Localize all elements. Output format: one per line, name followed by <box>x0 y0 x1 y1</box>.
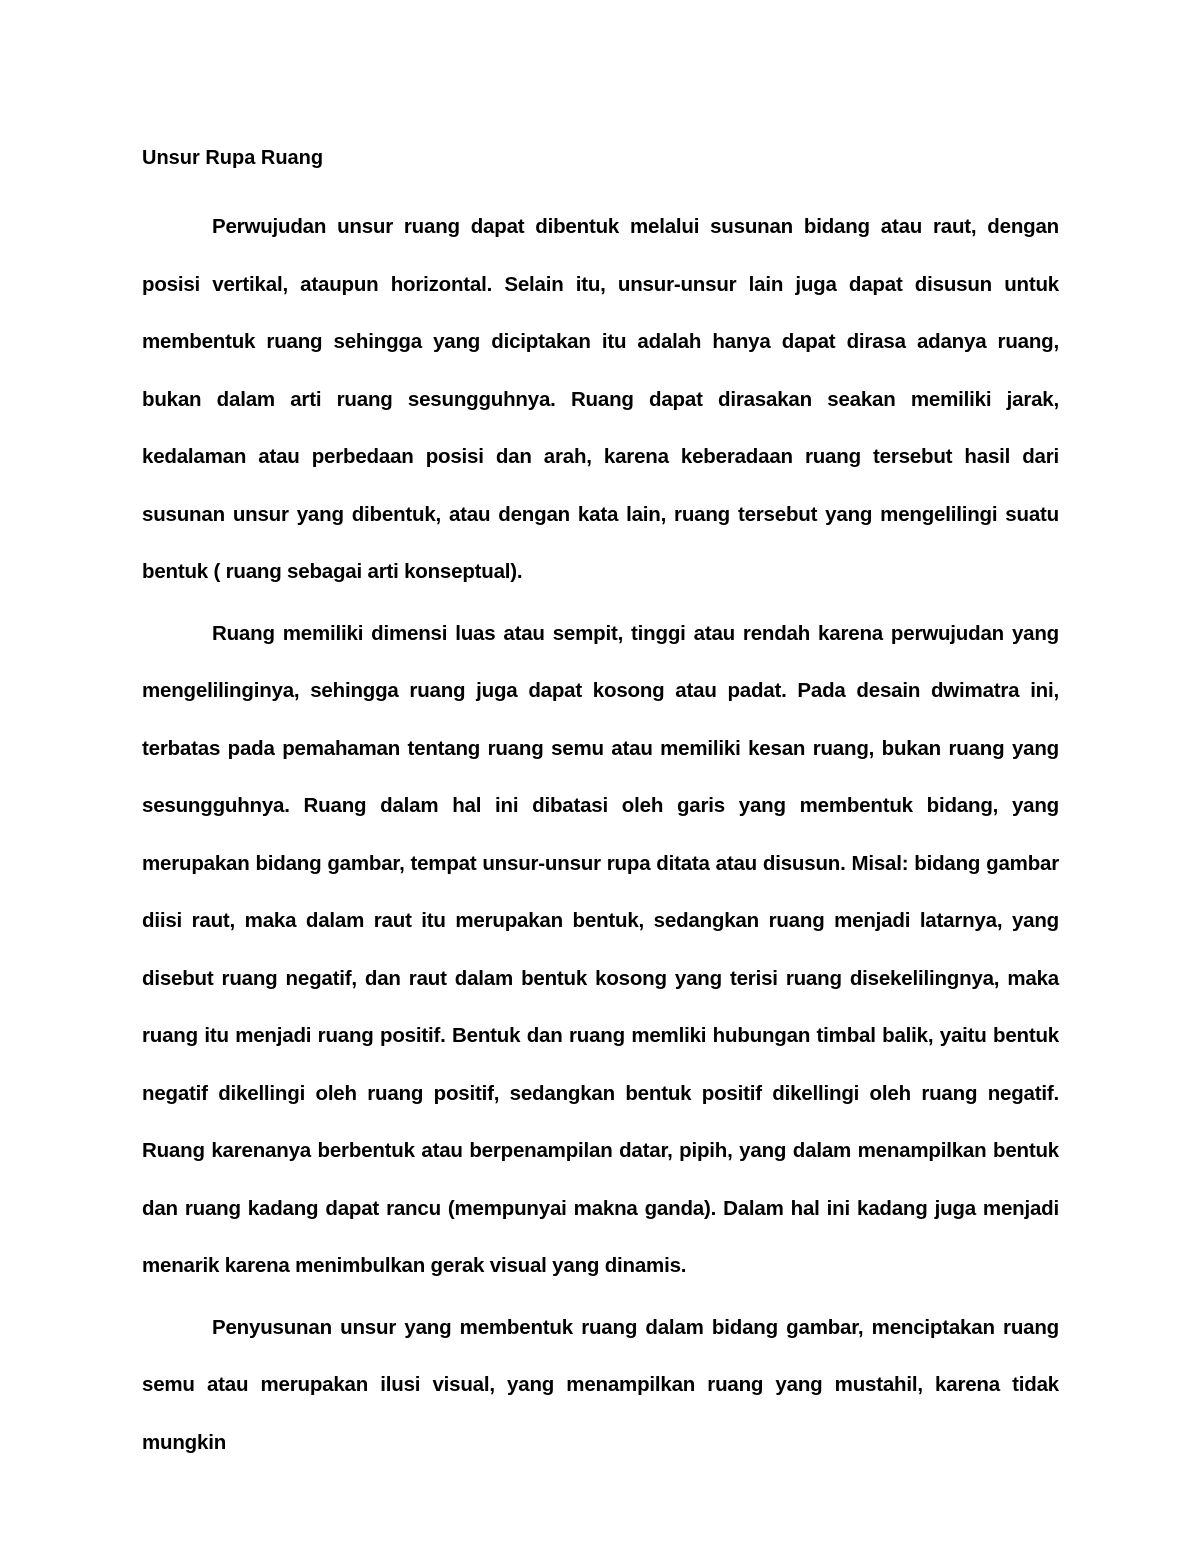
paragraph-3: Penyusunan unsur yang membentuk ruang dalam bidang gambar, menciptakan ruang semu atau merupakan ilusi visual, yang menampilkan ruang yang mustahil, karena tidak mungkin <box>142 1315 1059 1454</box>
document-title: Unsur Rupa Ruang <box>142 147 324 169</box>
document-body <box>142 140 1059 1475</box>
paragraph-2: Ruang memiliki dimensi luas atau sempit, tinggi atau rendah karena perwujudan yang mengelilinginya, sehingga ruang juga dapat kosong atau padat. Pada desain dwimatra ini, terbatas pada pemahaman tentang ruang semu atau memiliki kesan ruang, bukan ruang yang sesungguhnya. Ruang dalam hal ini dibatasi oleh garis yang membentuk bidang, yang merupakan bidang gambar, tempat unsur-unsur rupa ditata atau disusun. Misal: bidang gambar diisi raut, maka dalam raut itu merupakan bentuk, sedangkan ruang menjadi latarnya, yang disebut ruang negatif, dan raut dalam bentuk kosong yang terisi ruang disekelilingnya, maka ruang itu menjadi ruang positif. Bentuk dan ruang memliki hubungan timbal balik, yaitu bentuk negatif dikellingi oleh ruang positif, sedangkan bentuk positif dikellingi oleh ruang negatif. Ruang karenanya berbentuk atau berpenampilan datar, pipih, yang dalam menampilkan bentuk dan ruang kadang dapat rancu (mempunyai makna ganda). Dalam hal ini kadang juga menjadi menarik karena menimbulkan gerak visual yang dinamis. <box>142 621 1059 1277</box>
paragraph-1: Perwujudan unsur ruang dapat dibentuk melalui susunan bidang atau raut, dengan posisi vertikal, ataupun horizontal. Selain itu, unsur-unsur lain juga dapat disusun untuk membentuk ruang sehingga yang diciptakan itu adalah hanya dapat dirasa adanya ruang, bukan dalam arti ruang sesungguhnya. Ruang dapat dirasakan seakan memiliki jarak, kedalaman atau perbedaan posisi dan arah, karena keberadaan ruang tersebut hasil dari susunan unsur yang dibentuk, atau dengan kata lain, ruang tersebut yang mengelilingi suatu bentuk ( ruang sebagai arti konseptual). <box>142 215 1059 583</box>
